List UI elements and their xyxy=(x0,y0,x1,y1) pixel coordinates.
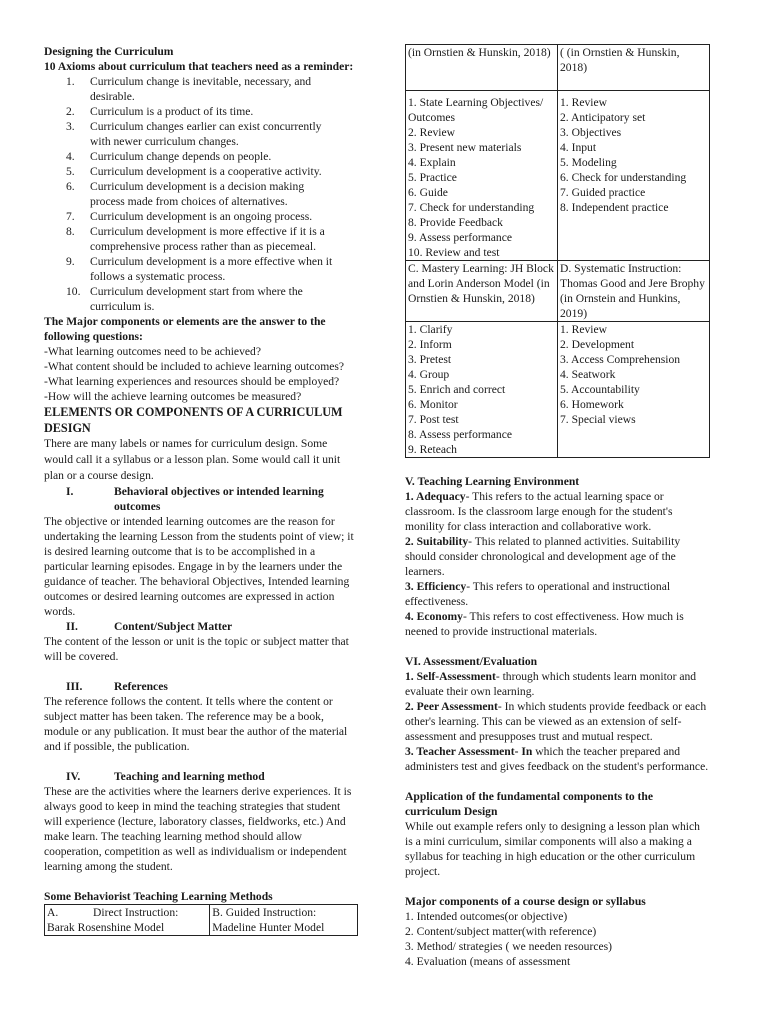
list-item: 1. State Learning Objectives/ Outcomes xyxy=(408,96,544,124)
list-item: 1. Clarify xyxy=(408,323,453,336)
list-item-text: follows a systematic process. xyxy=(90,270,226,283)
axioms-heading: 10 Axioms about curriculum that teachers need as a reminder: xyxy=(44,60,354,73)
list-item: 3. Access Comprehension xyxy=(560,353,681,366)
list-item-number: 6. xyxy=(66,180,75,193)
list-item-term: 3. Teacher Assessment- In xyxy=(405,745,533,758)
section-3-text: The reference follows the content. It tells where the content or subject matter has been taken. The reference may be a book, module or any publication. It must bear the author of the material and if possible, the publication. xyxy=(44,695,348,753)
list-item: 7. Check for understanding xyxy=(408,201,535,214)
list-item: 8. Independent practice xyxy=(560,201,669,214)
list-item-number: 7. xyxy=(66,210,75,223)
list-item-text: Curriculum development is a cooperative activity. xyxy=(90,165,322,178)
methods-detail-table xyxy=(405,44,710,458)
list-item: 9. Assess performance xyxy=(408,231,512,244)
question-1: -What learning outcomes need to be achieved? xyxy=(44,345,261,358)
section-4-numeral: IV. xyxy=(66,770,81,783)
section-3-title: References xyxy=(114,680,168,693)
list-item: 2. Anticipatory set xyxy=(560,111,646,124)
list-item xyxy=(405,609,710,639)
list-item-text: Curriculum development is an ongoing process. xyxy=(90,210,313,223)
section-2-title: Content/Subject Matter xyxy=(114,620,233,633)
list-item-number: 5. xyxy=(66,165,75,178)
table-row xyxy=(406,322,710,458)
axioms-list xyxy=(44,74,358,314)
section-1-numeral: I. xyxy=(66,485,74,498)
list-item: 2. Development xyxy=(560,338,635,351)
list-item: 8. Assess performance xyxy=(408,428,512,441)
list-item-term: 4. Economy xyxy=(405,610,463,623)
list-item xyxy=(44,254,358,284)
list-item-text: - This refers to the actual learning space or classroom. Is the classroom large enough for the student's monility for class interaction and collaborative work. xyxy=(405,490,673,533)
list-item-text: process made from choices of alternatives. xyxy=(90,195,288,208)
list-item: 5. Accountability xyxy=(560,383,640,396)
list-item: 4. Input xyxy=(560,141,597,154)
list-item: 3. Pretest xyxy=(408,353,452,366)
elements-heading: ELEMENTS OR COMPONENTS OF A CURRICULUM DESIGN xyxy=(44,405,343,435)
list-item xyxy=(44,179,358,209)
list-item-text: Curriculum changes earlier can exist concurrently xyxy=(90,120,322,133)
list-item: 10. Review and test xyxy=(408,246,500,259)
list-item-text: - This refers to operational and instructional effectiveness. xyxy=(405,580,671,608)
list-item-text: Curriculum change depends on people. xyxy=(90,150,272,163)
list-item: 2. Inform xyxy=(408,338,452,351)
method-b-cell: B. Guided Instruction: Madeline Hunter Model xyxy=(210,905,358,936)
list-item xyxy=(405,744,710,774)
assessment-heading: VI. Assessment/Evaluation xyxy=(405,655,538,668)
elements-text: There are many labels or names for curriculum design. Some would call it a syllabus or a lesson plan. Some would call it unit plan or a course design. xyxy=(44,437,341,482)
list-item xyxy=(405,699,710,744)
section-3-numeral: III. xyxy=(66,680,83,693)
list-item: 1. Review xyxy=(560,96,608,109)
guiding-questions xyxy=(44,344,358,404)
list-item xyxy=(44,119,358,149)
list-item xyxy=(44,284,358,314)
list-item xyxy=(405,669,710,699)
list-item: 6. Monitor xyxy=(408,398,458,411)
assessment-list xyxy=(405,669,710,774)
section-2-text: The content of the lesson or unit is the topic or subject matter that will be covered. xyxy=(44,635,349,663)
left-column xyxy=(44,44,358,936)
list-item-number: 8. xyxy=(66,225,75,238)
list-item-term: 1. Self-Assessment xyxy=(405,670,496,683)
list-item-term: 2. Suitability xyxy=(405,535,469,548)
table-row xyxy=(406,261,710,322)
list-item-text: with newer curriculum changes. xyxy=(90,135,239,148)
list-item: 8. Provide Feedback xyxy=(408,216,503,229)
section-4-text: These are the activities where the learners derive experiences. It is always good to keep in mind the teaching strategies that student will experience (lecture, laboratory classes, fieldworks, etc.) And make learn. The teaching learning method should allow cooperation, competition as well as individualism or independent learning among the student. xyxy=(44,785,352,873)
list-item: 4. Seatwork xyxy=(560,368,616,381)
list-item xyxy=(405,534,710,579)
question-4: -How will the achieve learning outcomes be measured? xyxy=(44,390,302,403)
list-item: 2. Review xyxy=(408,126,456,139)
list-item: 4. Explain xyxy=(408,156,456,169)
list-item-text: Curriculum development start from where the xyxy=(90,285,303,298)
list-item: 1. Intended outcomes(or objective) xyxy=(405,910,568,923)
application-heading: Application of the fundamental components to the curriculum Design xyxy=(405,790,653,818)
table-cell xyxy=(558,91,710,261)
list-item-text: - This refers to cost effectiveness. How much is neened to provide instructional materials. xyxy=(405,610,684,638)
list-item-text: Curriculum development is a more effective when it xyxy=(90,255,333,268)
list-item: 9. Reteach xyxy=(408,443,457,456)
list-item: 4. Evaluation (means of assessment xyxy=(405,955,571,968)
methods-table xyxy=(44,904,358,936)
method-a-cell: A. Direct Instruction: Barak Rosenshine Model xyxy=(45,905,210,936)
list-item xyxy=(44,224,358,254)
list-item-text: Curriculum change is inevitable, necessary, and xyxy=(90,75,312,88)
list-item: 7. Guided practice xyxy=(560,186,646,199)
methods-heading: Some Behaviorist Teaching Learning Methods xyxy=(44,890,273,903)
question-3: -What learning experiences and resources should be employed? xyxy=(44,375,340,388)
list-item-text: which the teacher prepared and administers test and gives feedback on the student's performance. xyxy=(405,745,709,773)
list-item: 7. Special views xyxy=(560,413,636,426)
table-row xyxy=(406,45,710,91)
list-item: 6. Homework xyxy=(560,398,624,411)
section-2-numeral: II. xyxy=(66,620,78,633)
section-4-title: Teaching and learning method xyxy=(114,770,265,783)
list-item-number: 10. xyxy=(66,285,81,298)
list-item-text: - This related to planned activities. Suitability should consider chronological and development age of the learners. xyxy=(405,535,681,578)
table-cell: (in Ornstien & Hunskin, 2018) xyxy=(406,45,558,91)
environment-list xyxy=(405,489,710,639)
list-item-number: 2. xyxy=(66,105,75,118)
table-cell: C. Mastery Learning: JH Block and Lorin Anderson Model (in Ornstien & Hunskin, 2018) xyxy=(406,261,558,322)
document-title: Designing the Curriculum xyxy=(44,45,174,58)
list-item-text: desirable. xyxy=(90,90,135,103)
list-item-term: 1. Adequacy xyxy=(405,490,466,503)
table-cell: ( (in Ornstien & Hunskin, 2018) xyxy=(558,45,710,91)
list-item-text: Curriculum is a product of its time. xyxy=(90,105,254,118)
environment-heading: V. Teaching Learning Environment xyxy=(405,475,580,488)
list-item xyxy=(44,209,358,224)
list-item: 5. Modeling xyxy=(560,156,617,169)
list-item: 6. Check for understanding xyxy=(560,171,687,184)
section-3-heading xyxy=(44,679,358,694)
list-item xyxy=(44,149,358,164)
table-cell xyxy=(558,322,710,458)
list-item: 3. Method/ strategies ( we needen resources) xyxy=(405,940,613,953)
list-item-text: comprehensive process rather than as piecemeal. xyxy=(90,240,316,253)
list-item-term: 2. Peer Assessment xyxy=(405,700,498,713)
list-item xyxy=(405,489,710,534)
course-design-list xyxy=(405,909,710,969)
list-item: 4. Group xyxy=(408,368,450,381)
list-item: 5. Practice xyxy=(408,171,457,184)
table-row xyxy=(45,905,358,936)
list-item: 7. Post test xyxy=(408,413,459,426)
section-1-text: The objective or intended learning outcomes are the reason for undertaking the learning Lesson from the students point of view; it is desired learning outcome that is to be accomplished in a particular learning episodes. Engage in by the learners under the guidance of teacher. The behavioral Objectives, Intended learning outcomes or desired learning outcomes are expressed in action words. xyxy=(44,515,354,618)
right-column xyxy=(405,44,710,969)
list-item-number: 4. xyxy=(66,150,75,163)
list-item-number: 9. xyxy=(66,255,75,268)
section-1-heading xyxy=(44,484,358,514)
section-2-heading xyxy=(44,619,358,634)
table-cell: D. Systematic Instruction: Thomas Good and Jere Brophy (in Ornstein and Hunkins, 2019) xyxy=(558,261,710,322)
list-item xyxy=(44,104,358,119)
list-item: 6. Guide xyxy=(408,186,448,199)
question-2: -What content should be included to achieve learning outcomes? xyxy=(44,360,345,373)
list-item: 2. Content/subject matter(with reference) xyxy=(405,925,597,938)
list-item-text: - In which students provide feedback or each other's learning. This can be viewed as an extension of self-assessment and presupposes trust and mutual respect. xyxy=(405,700,707,743)
list-item-text: curriculum is. xyxy=(90,300,155,313)
section-4-heading xyxy=(44,769,358,784)
list-item: 1. Review xyxy=(560,323,608,336)
list-item: 5. Enrich and correct xyxy=(408,383,506,396)
list-item-term: 3. Efficiency xyxy=(405,580,467,593)
list-item-number: 1. xyxy=(66,75,75,88)
application-text: While out example refers only to designing a lesson plan which is a mini curriculum, similar components will also a making a syllabus for teaching in high education or the other curriculum project. xyxy=(405,820,700,878)
list-item-text: Curriculum development is more effective if it is a xyxy=(90,225,325,238)
table-cell xyxy=(406,91,558,261)
table-row xyxy=(406,91,710,261)
section-1-title: Behavioral objectives or intended learning outcomes xyxy=(114,485,324,513)
list-item-text: - through which students learn monitor and evaluate their own learning. xyxy=(405,670,697,698)
table-cell xyxy=(406,322,558,458)
list-item xyxy=(405,579,710,609)
major-components-heading: The Major components or elements are the answer to the following questions: xyxy=(44,315,326,343)
course-design-heading: Major components of a course design or syllabus xyxy=(405,895,646,908)
list-item: 3. Objectives xyxy=(560,126,622,139)
list-item xyxy=(44,164,358,179)
list-item xyxy=(44,74,358,104)
list-item: 3. Present new materials xyxy=(408,141,522,154)
list-item-number: 3. xyxy=(66,120,75,133)
list-item-text: Curriculum development is a decision making xyxy=(90,180,305,193)
